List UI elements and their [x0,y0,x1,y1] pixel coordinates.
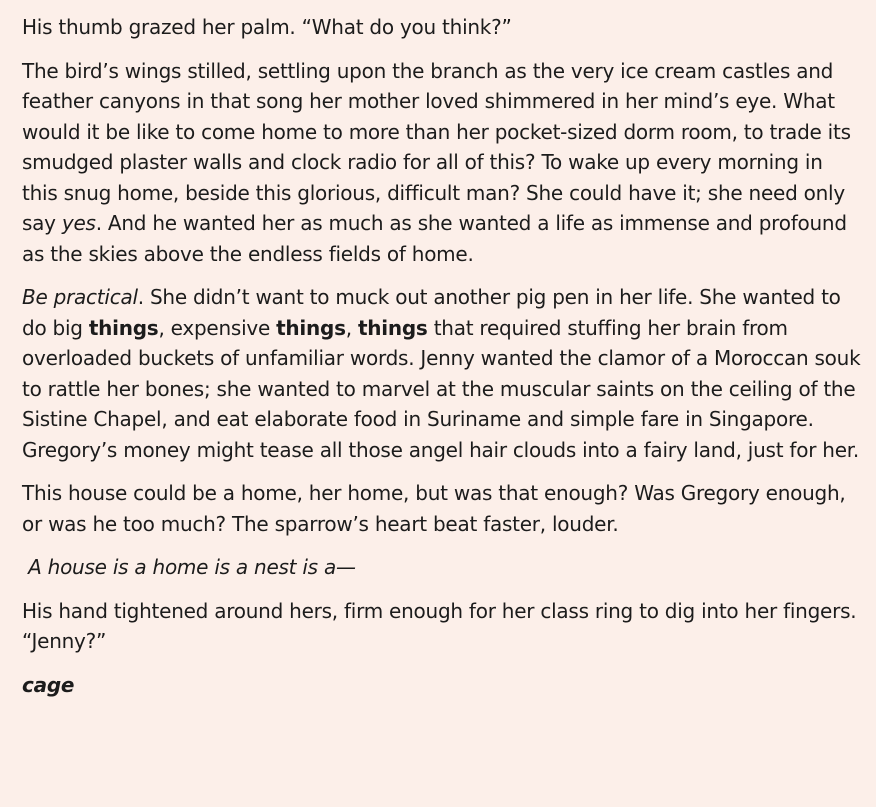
paragraph-3-things-1: things [88,315,159,340]
paragraph-3-part-c: , [345,315,358,340]
paragraph-2 [22,56,862,270]
paragraph-3-be-practical: Be practical [22,285,138,309]
paragraph-3-things-3: things [357,315,428,340]
paragraph-3-part-a: . She didn’t want to muck out another pig pen in her life. She wanted to do big [22,285,841,340]
paragraph-3 [22,282,862,465]
paragraph-7-cage: cage [22,672,75,697]
paragraph-4: This house could be a home, her home, but was that enough? Was Gregory enough, or was he too much? The sparrow’s heart beat faster, louder. [22,481,846,536]
paragraph-2-end: . And he wanted her as much as she wanted a life as immense and profound as the skies above the endless fields of home. [22,211,847,266]
paragraph-3-things-2: things [276,315,346,340]
paragraph-1: His thumb grazed her palm. “What do you think?” [22,15,512,39]
paragraph-3-part-b: , expensive [158,315,277,340]
paragraph-2-text: The bird’s wings stilled, settling upon the branch as the very ice cream castles and feather canyons in that song her mother loved shimmered in her mind’s eye. What would it be like to come home to more than her pocket-sized dorm room, to trade its smudged plaster walls and clock radio for all of this? To wake up every morning in this snug home, beside this glorious, difficult man? She could have it; she need only say [22,58,851,235]
paragraph-2-yes: yes [61,211,96,235]
paragraph-5-italic-line: A house is a home is a nest is a— [22,555,356,579]
paragraph-3-part-d: that required stuffing her brain from overloaded buckets of unfamiliar words. Jenny wanted the clamor of a Moroccan souk to rattle her bones; she wanted to marvel at the muscular saints on the ceiling of the Sistine Chapel, and eat elaborate food in Suriname and simple fare in Singapore. Gregory’s money might tease all those angel hair clouds into a fairy land, just for her. [22,315,861,462]
paragraph-6: His hand tightened around hers, firm enough for her class ring to dig into her fingers. “Jenny?” [22,598,857,653]
